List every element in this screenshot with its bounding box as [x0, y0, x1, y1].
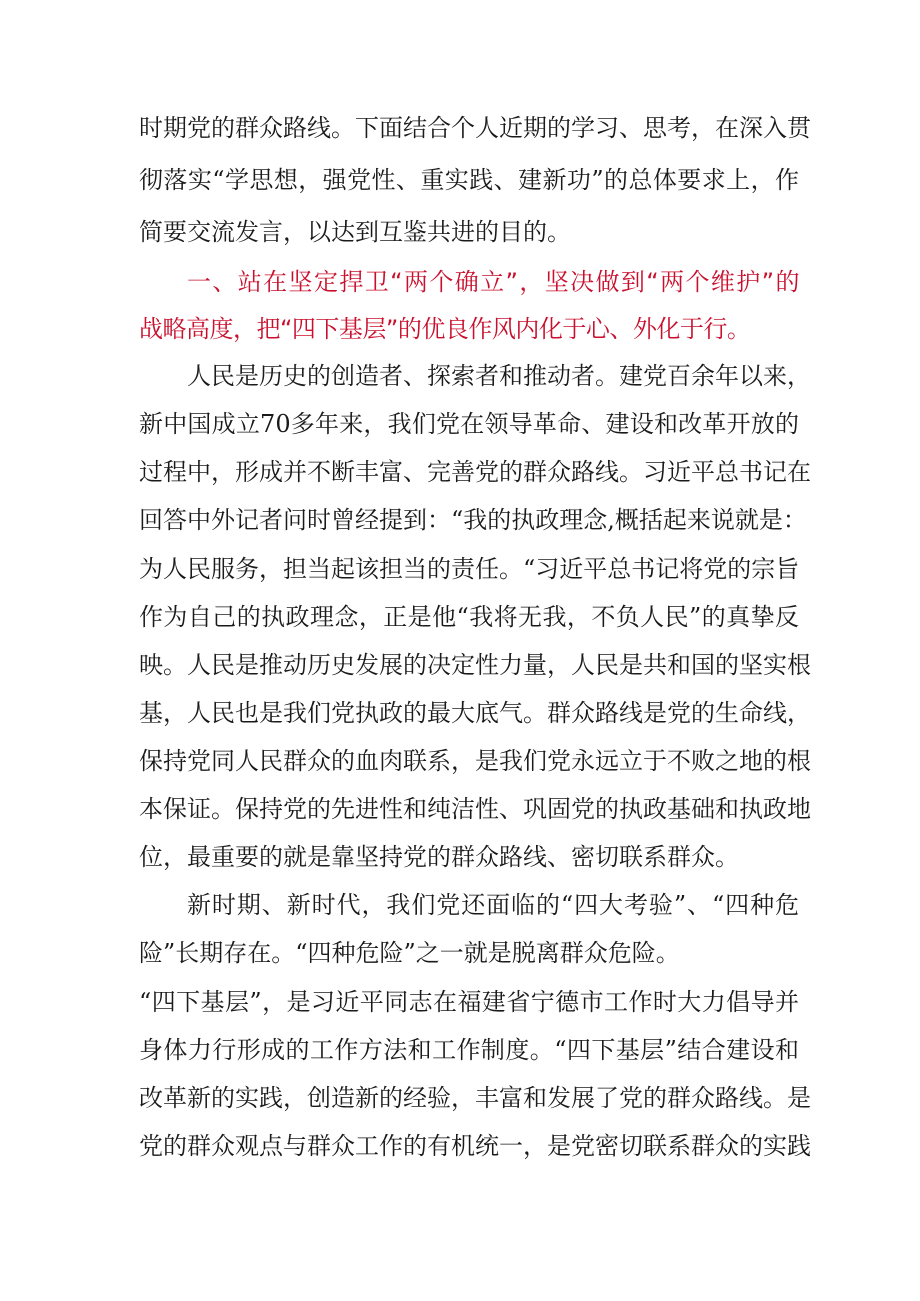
section-heading-line: 战略高度，把“四下基层”的优良作风内化于心、外化于行。 [139, 315, 751, 343]
intro-line: 时期党的群众路线。下面结合个人近期的学习、思考，在深入贯 [139, 114, 811, 142]
paragraph-line: 位，最重要的就是靠坚持党的群众路线、密切联系群众。 [139, 843, 739, 871]
paragraph-line: 保持党同人民群众的血肉联系，是我们党永远立于不败之地的根 [139, 747, 811, 775]
paragraph-line: “四下基层”，是习近平同志在福建省宁德市工作时大力倡导并 [139, 988, 799, 1016]
paragraph-line: 险”长期存在。“四种危险”之一就是脱离群众危险。 [139, 939, 680, 967]
paragraph-line: 人民是历史的创造者、探索者和推动者。建党百余年以来， [187, 362, 811, 390]
paragraph-line: 党的群众观点与群众工作的有机统一，是党密切联系群众的实践 [139, 1132, 811, 1160]
paragraph-line: 为人民服务，担当起该担当的责任。“习近平总书记将党的宗旨 [139, 555, 800, 583]
paragraph-line: 本保证。保持党的先进性和纯洁性、巩固党的执政基础和执政地 [139, 795, 811, 823]
paragraph-line: 基，人民也是我们党执政的最大底气。群众路线是党的生命线， [139, 699, 811, 727]
paragraph-line: 新中国成立70多年来，我们党在领导革命、建设和改革开放的 [139, 410, 799, 438]
paragraph-line: 过程中，形成并不断丰富、完善党的群众路线。习近平总书记在 [139, 458, 811, 486]
intro-line: 彻落实“学思想，强党性、重实践、建新功”的总体要求上，作 [139, 166, 799, 194]
section-heading-line: 一、站在坚定捍卫“两个确立”，坚决做到“两个维护”的 [187, 268, 799, 296]
paragraph-line: 改革新的实践，创造新的经验，丰富和发展了党的群众路线。是 [139, 1084, 811, 1112]
intro-line: 简要交流发言，以达到互鉴共进的目的。 [139, 218, 571, 246]
paragraph-line: 身体力行形成的工作方法和工作制度。“四下基层”结合建设和 [139, 1036, 799, 1064]
paragraph-line: 作为自己的执政理念，正是他“我将无我，不负人民”的真挚反 [139, 603, 799, 631]
paragraph-line: 映。人民是推动历史发展的决定性力量，人民是共和国的坚实根 [139, 651, 811, 679]
paragraph-line: 新时期、新时代，我们党还面临的“四大考验”、“四种危 [187, 891, 799, 919]
paragraph-line: 回答中外记者问时曾经提到：“我的执政理念,概括起来说就是： [139, 506, 807, 534]
